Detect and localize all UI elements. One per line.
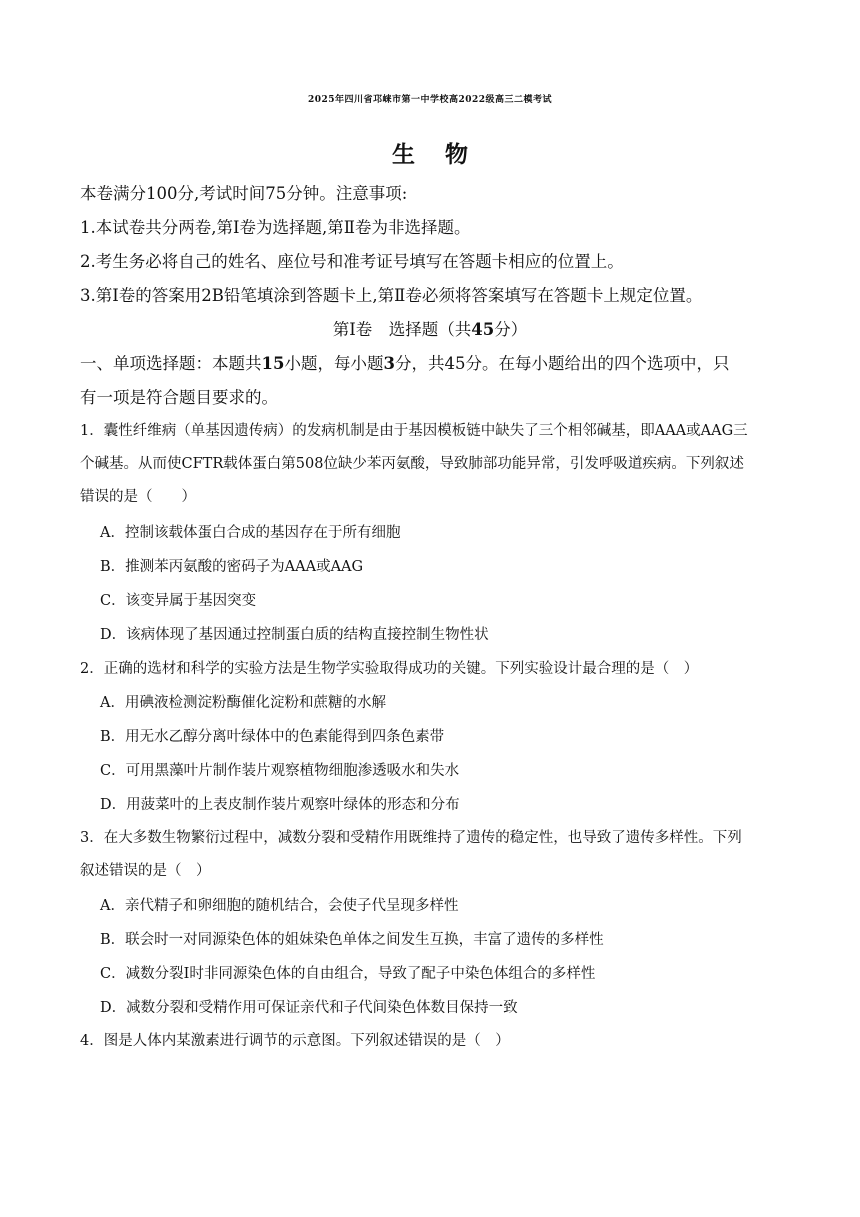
question-2-option-a: A．用碘液检测淀粉酶催化淀粉和蔗糖的水解	[100, 695, 386, 711]
question-2-option-d: D．用菠菜叶的上表皮制作装片观察叶绿体的形态和分布	[100, 797, 460, 813]
question-2-option-c: C．可用黑藻叶片制作装片观察植物细胞渗透吸水和失水	[100, 763, 460, 779]
notice-item: 1.本试卷共分两卷,第Ⅰ卷为选择题,第Ⅱ卷为非选择题。	[80, 218, 471, 237]
section-heading-pre: 第Ⅰ卷 选择题（共	[332, 320, 472, 339]
exam-title: 2025年四川省邛崃市第一中学校高2022级高三二模考试	[307, 95, 553, 105]
instr-part: 分，共45分。在每小题给出的四个选项中，只	[394, 354, 730, 373]
question-3-option-b: B．联会时一对同源染色体的姐妹染色单体之间发生互换，丰富了遗传的多样性	[100, 932, 604, 948]
question-1-option-b: B．推测苯丙氨酸的密码子为AAA或AAG	[100, 559, 364, 575]
subject-title: 生物	[392, 141, 498, 168]
notice-item: 2.考生务必将自己的姓名、座位号和准考证号填写在答题卡相应的位置上。	[80, 252, 624, 271]
instr-points-each: 3	[383, 354, 395, 373]
question-1-option-c: C．该变异属于基因突变	[100, 593, 257, 609]
question-3-option-d: D．减数分裂和受精作用可保证亲代和子代间染色体数目保持一致	[100, 1000, 518, 1016]
section-heading-total: 45	[471, 320, 495, 339]
section-instructions-cont: 有一项是符合题目要求的。	[80, 388, 278, 407]
question-2-line: 2．正确的选材和科学的实验方法是生物学实验取得成功的关键。下列实验设计最合理的是（ ）	[80, 661, 699, 677]
section-heading	[0, 316, 860, 340]
question-2-option-b: B．用无水乙醇分离叶绿体中的色素能得到四条色素带	[100, 729, 445, 745]
question-3-line: 3．在大多数生物繁衍过程中，减数分裂和受精作用既维持了遗传的稳定性，也导致了遗传多样性。下列	[80, 830, 742, 846]
section-heading-post: 分）	[494, 320, 528, 339]
question-1-line: 1．囊性纤维病（单基因遗传病）的发病机制是由于基因模板链中缺失了三个相邻碱基，即AAA或AAG三	[80, 423, 748, 439]
question-3-line: 叙述错误的是（ ）	[80, 863, 211, 879]
question-1-line: 个碱基。从而使CFTR载体蛋白第508位缺少苯丙氨酸，导致肺部功能异常，引发呼吸道疾病。下列叙述	[80, 456, 744, 472]
instr-part: 一、单项选择题：本题共	[80, 354, 262, 373]
notice-item: 3.第Ⅰ卷的答案用2B铅笔填涂到答题卡上,第Ⅱ卷必须将答案填写在答题卡上规定位置。	[80, 286, 703, 305]
notice-intro: 本卷满分100分,考试时间75分钟。注意事项:	[80, 184, 408, 203]
question-1-line: 错误的是（ ）	[80, 489, 196, 505]
question-4-line: 4．图是人体内某激素进行调节的示意图。下列叙述错误的是（ ）	[80, 1033, 510, 1049]
question-1-option-d: D．该病体现了基因通过控制蛋白质的结构直接控制生物性状	[100, 627, 489, 643]
section-instructions	[80, 350, 729, 374]
question-3-option-c: C．减数分裂Ⅰ时非同源染色体的自由组合，导致了配子中染色体组合的多样性	[100, 966, 596, 982]
question-3-option-a: A．亲代精子和卵细胞的随机结合，会使子代呈现多样性	[100, 898, 459, 914]
instr-part: 小题，每小题	[284, 354, 384, 373]
instr-question-count: 15	[261, 354, 285, 373]
question-1-option-a: A．控制该载体蛋白合成的基因存在于所有细胞	[100, 525, 401, 541]
